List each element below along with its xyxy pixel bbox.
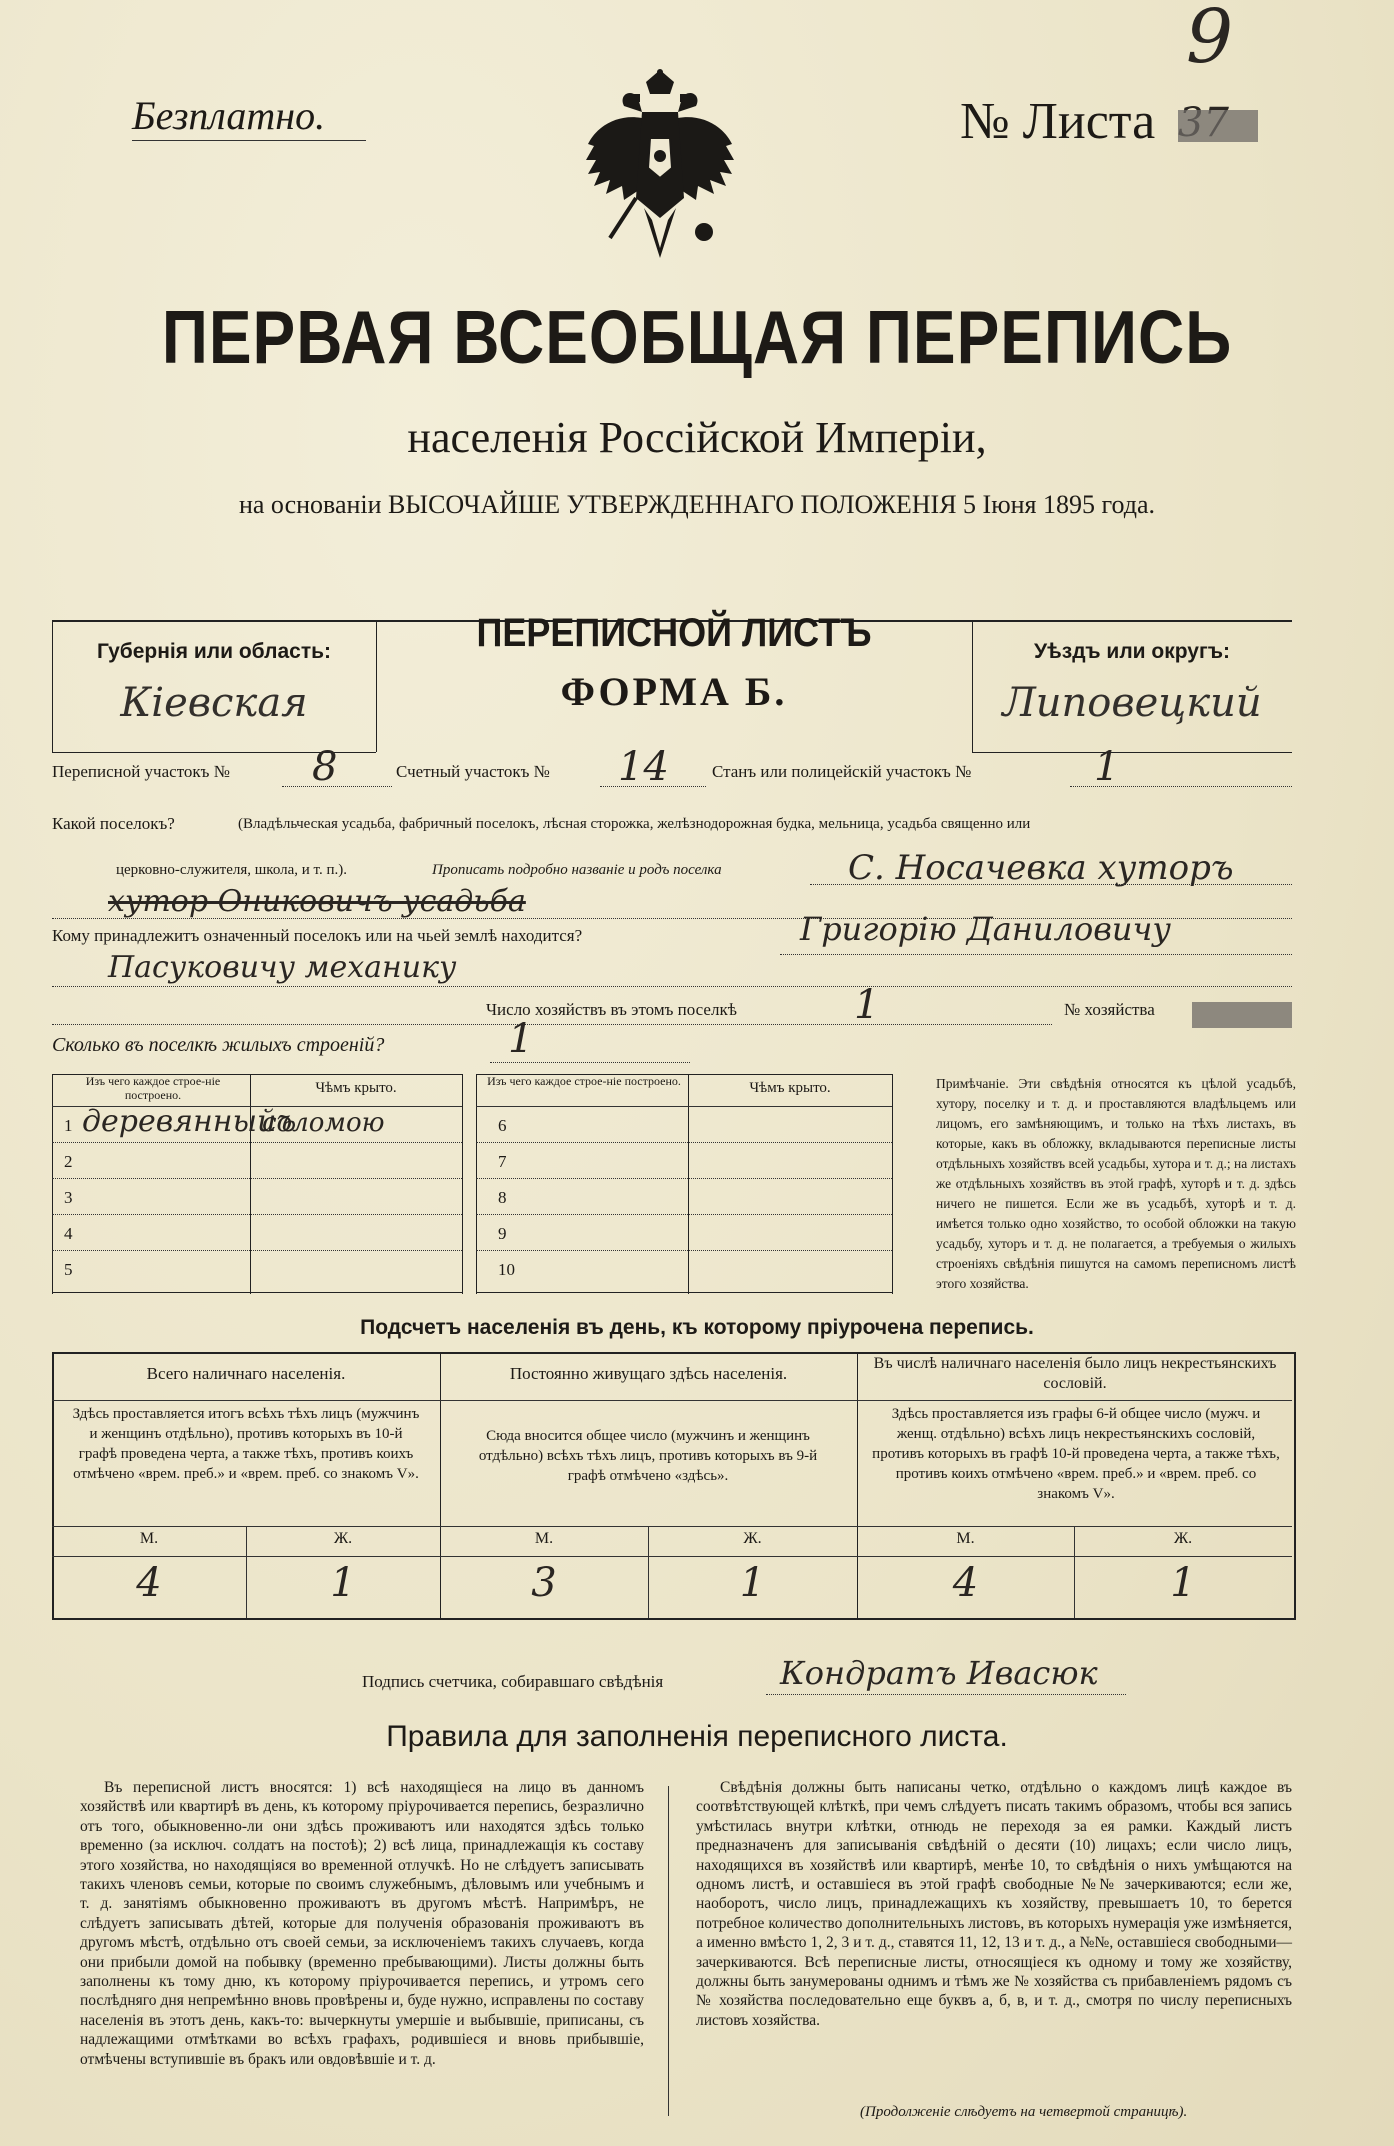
owner-value-2: Пасуковичу механику [108, 950, 457, 985]
buildings-left-right-edge [462, 1074, 463, 1294]
building-row-number: 8 [498, 1188, 507, 1207]
owner-line-1 [780, 954, 1292, 955]
pop-col2-title: Постоянно живущаго здѣсь населенія. [509, 1364, 788, 1383]
form-title: ПЕРЕПИСНОЙ ЛИСТЪ [476, 609, 872, 655]
building-row-number: 4 [64, 1224, 73, 1243]
settlement-hint-2: церковно-служителя, школа, и т. п.). [116, 862, 347, 878]
buildings-right-bottom [476, 1292, 892, 1293]
owner-line-2 [52, 986, 1292, 987]
police-area-value: 1 [1094, 744, 1120, 790]
rules-right-column: Свѣдѣнія должны быть написаны четко, отдѣльно о каждомъ лицѣ каждое въ соотвѣтствующей клѣткѣ, при чемъ слѣдуетъ писать такимъ образомъ, чтобы вся запись умѣстилась внутри клѣтки, отнюдь не переходя за ея рамки. Каждый листъ предназначенъ для записыванія свѣдѣній о десяти (10) лицахъ; если число лицъ, находящихся въ хозяйствѣ или квартирѣ, менѣе 10, то свѣдѣнія о нихъ умѣщаются на одномъ листѣ, и оставшіеся въ этой графѣ свободные №№ зачеркиваются; если же, наоборотъ, число лицъ, принадлежащихъ къ хозяйству, превышаетъ 10, то берется потребное количество дополнительныхъ листовъ, въ которыхъ нумерація уже измѣняется, а именно вмѣсто 1, 2, 3 и т. д., ставятся 11, 12, 13 и т. д., а №№, оставшіеся свободными—зачеркиваются. Всѣ переписные листы, относящіеся къ одному и тому же хозяйству, должны быть занумерованы однимъ и тѣмъ же № хозяйства съ прибавленіемъ рядомъ съ № хозяйства последовательно еще буквъ а, б, в, и т. д., смотря по числу переписныхъ листовъ хозяйства. [696, 1779, 1292, 2029]
buildings-right-right-edge [892, 1074, 893, 1294]
building-row-number: 6 [498, 1116, 507, 1135]
pop-value: 1 [1170, 1560, 1196, 1606]
district-label: Уѣздъ или округъ: [1033, 640, 1231, 663]
buildings-left-bottom [52, 1292, 462, 1293]
pop-col3-title: Въ числѣ наличнаго населенія было лицъ некрестьянскихъ сословій. [873, 1355, 1277, 1392]
buildings-right-edge [476, 1074, 477, 1294]
settlement-label: Какой поселокъ? [52, 814, 175, 833]
pop-f-label: Ж. [743, 1530, 762, 1547]
buildings-note: Примѣчаніе. Эти свѣдѣнія относятся къ цѣлой усадьбѣ, хутору, поселку и т. д. и проставляются владѣльцемъ или лицомъ, его замѣняющимъ, и только на тѣхъ листахъ, въ которые, какъ въ обложку, вкладываются переписные листы отдѣльныхъ хозяйствъ всей усадьбы, хутора и т. д.; на листахъ же отдѣльныхъ хозяйствъ въ этой графѣ, хуторѣ и т. д. здѣсь ничего не пишется. Если же въ усадьбѣ, хуторѣ и т. д. имѣется только одно хозяйство, то особой обложки на такую усадьбу, хуторъ и т. д. не полагается, а требуемыя о жилыхъ строеніяхъ свѣдѣнія пишутся на самомъ переписномъ листѣ этого хозяйства. [936, 1076, 1296, 1291]
sheet-number-stamp [1178, 110, 1258, 142]
census-area-value: 8 [312, 744, 338, 790]
imperial-eagle-emblem [580, 68, 740, 268]
form-subtitle: ФОРМА Б. [560, 669, 788, 714]
pop-m-label: М. [139, 1530, 159, 1547]
building-row-number: 2 [64, 1152, 73, 1171]
signature-value: Кондратъ Ивасюк [780, 1654, 1098, 1692]
pop-mf-rule [52, 1556, 1292, 1557]
row-rule [476, 1250, 892, 1251]
pop-text-rule [52, 1526, 1292, 1527]
settlement-instruction: Прописать подробно названіе и родъ поселка [432, 862, 722, 878]
dwellings-label: Сколько въ поселкѣ жилыхъ строеній? [52, 1034, 385, 1056]
header-bottom-rule-right [972, 752, 1292, 753]
households-line [52, 1024, 1052, 1025]
row-rule [476, 1142, 892, 1143]
counting-area-line [600, 786, 706, 787]
police-area-label: Станъ или полицейскій участокъ № [712, 762, 972, 781]
settlement-value-1: С. Носачевка хуторъ [848, 848, 1234, 888]
main-title: ПЕРВАЯ ВСЕОБЩАЯ ПЕРЕПИСЬ [161, 294, 1233, 380]
rules-heading: Правила для заполненія переписного листа. [386, 1720, 1008, 1753]
building-row-number: 10 [498, 1260, 515, 1279]
settlement-line-1 [810, 884, 1292, 885]
pop-m-label: М. [956, 1530, 975, 1547]
population-heading: Подсчетъ населенія въ день, къ которому пріурочена перепись. [360, 1316, 1034, 1339]
buildings-right-col-roof: Чѣмъ крыто. [749, 1080, 831, 1096]
household-no-stamp [1192, 1002, 1292, 1028]
pop-m-label: М. [534, 1530, 554, 1547]
pop-col3-text: Здѣсь проставляется изъ графы 6-й общее число (мужч. и женщ. отдѣльно) всѣхъ лицъ некрестьянскихъ сословій, противъ которыхъ въ графѣ 10-й проведена черта, а также тѣхъ, противъ коихъ отмѣчено «врем. преб.» и «врем. преб. со знакомъ V». [872, 1406, 1280, 1502]
pop-value: 1 [330, 1560, 356, 1606]
buildings-right-col-material: Изъ чего каждое строе-ніе построено. [487, 1074, 681, 1088]
building-roof: соломою [262, 1108, 385, 1138]
households-value: 1 [854, 982, 880, 1028]
basis-line: на основаніи ВЫСОЧАЙШЕ УТВЕРЖДЕННАГО ПОЛОЖЕНІЯ 5 Іюня 1895 года. [238, 490, 1156, 519]
building-row-number: 9 [498, 1224, 507, 1243]
counting-area-value: 14 [618, 744, 669, 790]
row-rule [476, 1214, 892, 1215]
pop-f-label: Ж. [333, 1530, 353, 1547]
household-no-label: № хозяйства [1064, 1000, 1155, 1019]
rules-continued: (Продолженіе слѣдуетъ на четвертой страницѣ). [860, 2104, 1188, 2120]
pop-col2-text: Сюда вносится общее число (мужчинъ и женщинъ отдѣльно) всѣхъ тѣхъ лицъ, противъ которыхъ въ 9-й графѣ отмѣчено «здѣсь». [478, 1428, 818, 1484]
settlement-value-2: хутор Ониковичъ усадьба [108, 884, 526, 919]
district-value: Липовецкий [1002, 680, 1262, 726]
settlement-hint: (Владѣльческая усадьба, фабричный поселокъ, лѣсная сторожка, желѣзнодорожная будка, мельница, усадьба священно или [238, 816, 1031, 832]
building-row-number: 3 [64, 1188, 73, 1207]
owner-label: Кому принадлежитъ означенный поселокъ или на чьей землѣ находится? [52, 926, 583, 945]
pop-value: 3 [531, 1560, 557, 1606]
pop-col1-title: Всего наличнаго населенія. [146, 1364, 346, 1383]
row-rule [52, 1178, 462, 1179]
census-area-line [282, 786, 392, 787]
buildings-right-divider [688, 1074, 689, 1294]
buildings-right-header-rule [476, 1106, 892, 1107]
households-label: Число хозяйствъ въ этомъ поселкѣ [486, 1000, 737, 1019]
pop-title-rule [52, 1400, 1292, 1401]
free-label: Безплатно. [132, 93, 326, 138]
census-area-label: Переписной участокъ № [52, 762, 230, 781]
pop-f-label: Ж. [1173, 1530, 1193, 1547]
free-underline [132, 140, 366, 141]
building-row-number: 5 [64, 1260, 73, 1279]
sheet-number-label: № Листа [960, 93, 1156, 150]
dwellings-value: 1 [508, 1016, 534, 1062]
building-row-number: 1 [64, 1116, 73, 1135]
pop-col1-text: Здѣсь проставляется итогъ всѣхъ тѣхъ лицъ (мужчинъ и женщинъ отдѣльно), противъ которыхъ въ 10-й графѣ проведена черта, а также тѣхъ, противъ коихъ отмѣчено «врем. преб.» и «врем. преб. со знакомъ V». [72, 1406, 420, 1482]
building-row-number: 7 [498, 1152, 507, 1171]
buildings-left-edge [52, 1074, 53, 1294]
row-rule [52, 1250, 462, 1251]
row-rule [52, 1142, 462, 1143]
pop-value: 4 [952, 1560, 979, 1606]
row-rule [52, 1214, 462, 1215]
counting-area-label: Счетный участокъ № [396, 762, 550, 781]
rules-left-column: Въ переписной листъ вносятся: 1) всѣ находящіеся на лицо въ данномъ хозяйствѣ или квартирѣ въ день, къ которому пріурочивается перепись, безразлично отъ того, обыкновенно-ли они здѣсь проживаютъ или находятся здѣсь только временно (за исключ. солдатъ на постоѣ); 2) всѣ лица, принадлежащія къ составу этого хозяйства, но находящіяся во временной отлучкѣ. Но не слѣдуетъ записывать такихъ членовъ семьи, которые по своимъ служебнымъ, дѣловымъ или учебнымъ и т. д. занятіямъ обыкновенно проживаютъ въ другомъ мѣстѣ. Напримѣръ, не слѣдуетъ записывать дѣтей, которые для полученія образованія проживаютъ въ другомъ мѣстѣ, отдѣльно отъ своей семьи, за исключеніемъ такихъ случаевъ, когда они прибыли домой на побывку (временно пребывающими). Листы должны быть заполнены къ тому дню, къ которому пріурочивается перепись, и утромъ сего послѣдняго дня непремѣнно вновь провѣрены и, буде нужно, исправлены по составу населенія въ этотъ день, какъ-то: вычеркнуты умершіе и выбывшіе, приписаны, съ надлежащими отмѣтками во всѣхъ графахъ, родившіеся и вновь прибывшіе, отмѣчены вступившіе въ бракъ или овдовѣвшіе и т. д. [80, 1779, 644, 2068]
province-value: Кіевская [120, 680, 308, 726]
owner-value-1: Григорію Даниловичу [800, 910, 1171, 948]
pop-value: 4 [136, 1560, 162, 1606]
corner-number: 9 [1186, 0, 1234, 80]
police-area-line [1070, 786, 1292, 787]
province-label: Губернія или область: [96, 640, 332, 663]
signature-line [766, 1694, 1126, 1695]
subtitle: населенія Россійской Имперіи, [407, 413, 987, 462]
row-rule [476, 1178, 892, 1179]
buildings-left-col-roof: Чѣмъ крыто. [315, 1080, 397, 1096]
buildings-left-col-material: Изъ чего каждое строе-ніе построено. [85, 1074, 221, 1102]
rules-column-divider [668, 1786, 669, 2116]
dwellings-line [490, 1062, 690, 1063]
pop-value: 1 [739, 1560, 766, 1606]
building-material: деревянныйъ [82, 1104, 297, 1139]
signature-label: Подпись счетчика, собиравшаго свѣдѣнія [362, 1672, 664, 1691]
